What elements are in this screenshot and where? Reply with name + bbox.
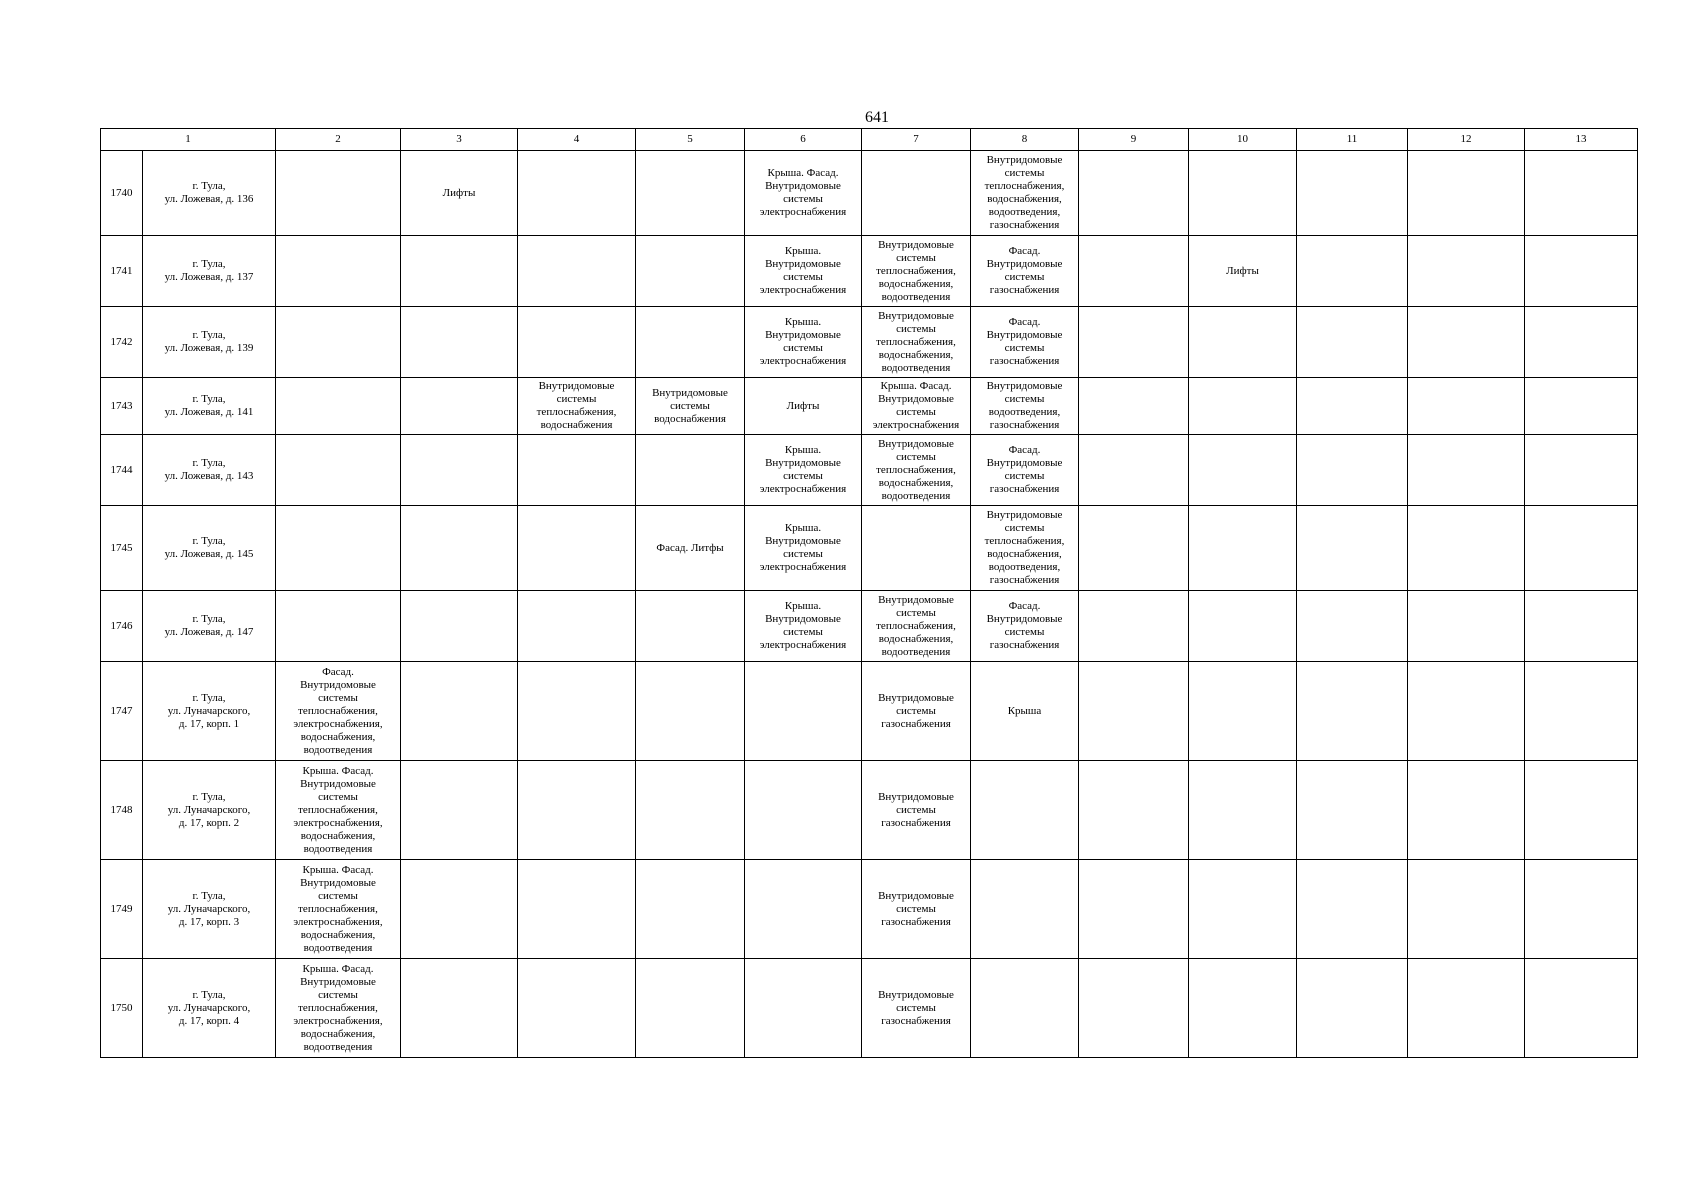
table-row	[101, 236, 1638, 307]
work-cell	[1189, 860, 1297, 959]
repair-schedule-table	[100, 128, 1638, 1058]
work-cell	[636, 591, 745, 662]
work-cell	[1079, 591, 1189, 662]
work-cell	[518, 236, 636, 307]
work-cell	[518, 435, 636, 506]
work-cell: Крыша. Фасад. Внутридомовые системы теплоснабжения, электроснабжения, водоснабжения, водоотведения	[276, 860, 401, 959]
work-cell	[401, 761, 518, 860]
work-cell	[1079, 435, 1189, 506]
address-cell: г. Тула, ул. Луначарского, д. 17, корп. 2	[143, 761, 276, 860]
work-cell	[1297, 307, 1408, 378]
work-cell	[518, 307, 636, 378]
page-number: 641	[865, 109, 889, 126]
work-cell	[636, 236, 745, 307]
work-cell	[1525, 151, 1638, 236]
row-number: 1750	[101, 959, 143, 1058]
work-cell	[1079, 959, 1189, 1058]
work-cell: Фасад. Внутридомовые системы газоснабжения	[971, 435, 1079, 506]
work-cell: Крыша. Внутридомовые системы электроснабжения	[745, 307, 862, 378]
work-cell	[1079, 151, 1189, 236]
work-cell	[1408, 151, 1525, 236]
work-cell	[276, 506, 401, 591]
work-cell	[1079, 506, 1189, 591]
work-cell: Внутридомовые системы водоотведения, газоснабжения	[971, 378, 1079, 435]
work-cell	[276, 151, 401, 236]
work-cell	[1408, 435, 1525, 506]
work-cell	[518, 959, 636, 1058]
table-row	[101, 378, 1638, 435]
work-cell: Крыша. Фасад. Внутридомовые системы электроснабжения	[745, 151, 862, 236]
work-cell	[971, 761, 1079, 860]
work-cell	[1408, 662, 1525, 761]
address-cell: г. Тула, ул. Ложевая, д. 137	[143, 236, 276, 307]
work-cell	[401, 307, 518, 378]
work-cell	[1408, 378, 1525, 435]
address-cell: г. Тула, ул. Ложевая, д. 141	[143, 378, 276, 435]
work-cell	[518, 151, 636, 236]
work-cell	[1297, 151, 1408, 236]
work-cell	[1189, 959, 1297, 1058]
address-cell: г. Тула, ул. Ложевая, д. 145	[143, 506, 276, 591]
column-header: 7	[862, 129, 971, 151]
work-cell: Крыша. Фасад. Внутридомовые системы теплоснабжения, электроснабжения, водоснабжения, водоотведения	[276, 959, 401, 1058]
work-cell	[276, 236, 401, 307]
work-cell	[276, 378, 401, 435]
row-number: 1747	[101, 662, 143, 761]
work-cell	[518, 591, 636, 662]
row-number: 1742	[101, 307, 143, 378]
work-cell	[1408, 860, 1525, 959]
work-cell: Внутридомовые системы теплоснабжения, водоснабжения, водоотведения	[862, 435, 971, 506]
work-cell	[518, 506, 636, 591]
work-cell: Внутридомовые системы теплоснабжения, водоснабжения, водоотведения, газоснабжения	[971, 506, 1079, 591]
table-row	[101, 506, 1638, 591]
work-cell	[1189, 378, 1297, 435]
work-cell	[1079, 378, 1189, 435]
column-header: 11	[1297, 129, 1408, 151]
work-cell: Крыша. Внутридомовые системы электроснабжения	[745, 236, 862, 307]
row-number: 1743	[101, 378, 143, 435]
work-cell: Фасад. Внутридомовые системы газоснабжения	[971, 591, 1079, 662]
work-cell	[1525, 307, 1638, 378]
table-row	[101, 761, 1638, 860]
work-cell	[276, 591, 401, 662]
work-cell	[276, 435, 401, 506]
work-cell	[1408, 959, 1525, 1058]
work-cell	[971, 959, 1079, 1058]
work-cell	[401, 591, 518, 662]
work-cell	[1079, 236, 1189, 307]
work-cell	[636, 860, 745, 959]
work-cell	[636, 662, 745, 761]
work-cell	[636, 959, 745, 1058]
work-cell	[1189, 662, 1297, 761]
table-row	[101, 435, 1638, 506]
work-cell	[862, 506, 971, 591]
work-cell	[1189, 591, 1297, 662]
row-number: 1740	[101, 151, 143, 236]
table-row	[101, 307, 1638, 378]
work-cell	[1525, 506, 1638, 591]
work-cell	[401, 378, 518, 435]
work-cell	[636, 151, 745, 236]
work-cell	[401, 959, 518, 1058]
work-cell	[1408, 307, 1525, 378]
work-cell	[1297, 378, 1408, 435]
work-cell: Внутридомовые системы газоснабжения	[862, 761, 971, 860]
work-cell	[518, 860, 636, 959]
table-row	[101, 959, 1638, 1058]
work-cell: Внутридомовые системы газоснабжения	[862, 860, 971, 959]
column-header: 12	[1408, 129, 1525, 151]
column-header: 2	[276, 129, 401, 151]
table-body	[101, 151, 1638, 1058]
work-cell	[1408, 761, 1525, 860]
work-cell: Лифты	[1189, 236, 1297, 307]
work-cell: Фасад. Внутридомовые системы теплоснабжения, электроснабжения, водоснабжения, водоотведения	[276, 662, 401, 761]
work-cell	[1525, 860, 1638, 959]
work-cell	[1525, 662, 1638, 761]
work-cell	[745, 959, 862, 1058]
work-cell	[1525, 435, 1638, 506]
work-cell: Крыша. Внутридомовые системы электроснабжения	[745, 591, 862, 662]
column-header: 9	[1079, 129, 1189, 151]
column-header: 10	[1189, 129, 1297, 151]
work-cell: Внутридомовые системы газоснабжения	[862, 662, 971, 761]
work-cell	[1189, 151, 1297, 236]
work-cell	[1079, 860, 1189, 959]
work-cell: Внутридомовые системы теплоснабжения, водоснабжения, водоотведения	[862, 591, 971, 662]
column-header: 4	[518, 129, 636, 151]
work-cell: Внутридомовые системы газоснабжения	[862, 959, 971, 1058]
work-cell	[1297, 860, 1408, 959]
address-cell: г. Тула, ул. Луначарского, д. 17, корп. 3	[143, 860, 276, 959]
work-cell: Крыша	[971, 662, 1079, 761]
work-cell	[401, 236, 518, 307]
work-cell: Крыша. Фасад. Внутридомовые системы электроснабжения	[862, 378, 971, 435]
work-cell: Внутридомовые системы теплоснабжения, водоснабжения, водоотведения	[862, 236, 971, 307]
column-header: 8	[971, 129, 1079, 151]
work-cell: Лифты	[401, 151, 518, 236]
work-cell	[401, 662, 518, 761]
table-row	[101, 591, 1638, 662]
work-cell: Лифты	[745, 378, 862, 435]
address-cell: г. Тула, ул. Ложевая, д. 147	[143, 591, 276, 662]
work-cell	[1525, 591, 1638, 662]
work-cell	[1297, 761, 1408, 860]
work-cell	[1189, 307, 1297, 378]
work-cell: Крыша. Внутридомовые системы электроснабжения	[745, 435, 862, 506]
work-cell	[971, 860, 1079, 959]
work-cell: Внутридомовые системы теплоснабжения, водоснабжения, водоотведения, газоснабжения	[971, 151, 1079, 236]
work-cell	[1297, 435, 1408, 506]
work-cell	[745, 761, 862, 860]
work-cell	[745, 860, 862, 959]
work-cell	[1525, 378, 1638, 435]
work-cell	[1408, 591, 1525, 662]
column-header-row	[101, 129, 1638, 151]
work-cell: Внутридомовые системы теплоснабжения, водоснабжения, водоотведения	[862, 307, 971, 378]
work-cell	[518, 662, 636, 761]
work-cell	[1189, 506, 1297, 591]
address-cell: г. Тула, ул. Ложевая, д. 139	[143, 307, 276, 378]
work-cell	[1408, 236, 1525, 307]
work-cell	[862, 151, 971, 236]
work-cell	[1297, 506, 1408, 591]
work-cell	[276, 307, 401, 378]
column-header: 13	[1525, 129, 1638, 151]
column-header: 3	[401, 129, 518, 151]
column-header: 1	[101, 129, 276, 151]
table-row	[101, 151, 1638, 236]
work-cell	[636, 307, 745, 378]
work-cell	[1079, 662, 1189, 761]
row-number: 1745	[101, 506, 143, 591]
work-cell	[745, 662, 862, 761]
row-number: 1741	[101, 236, 143, 307]
work-cell: Фасад. Литфы	[636, 506, 745, 591]
address-cell: г. Тула, ул. Ложевая, д. 136	[143, 151, 276, 236]
address-cell: г. Тула, ул. Ложевая, д. 143	[143, 435, 276, 506]
row-number: 1748	[101, 761, 143, 860]
work-cell: Фасад. Внутридомовые системы газоснабжения	[971, 307, 1079, 378]
work-cell	[1525, 959, 1638, 1058]
table-row	[101, 662, 1638, 761]
row-number: 1744	[101, 435, 143, 506]
work-cell	[1079, 761, 1189, 860]
work-cell	[1297, 662, 1408, 761]
work-cell: Внутридомовые системы теплоснабжения, водоснабжения	[518, 378, 636, 435]
work-cell: Крыша. Фасад. Внутридомовые системы теплоснабжения, электроснабжения, водоснабжения, водоотведения	[276, 761, 401, 860]
work-cell	[1297, 591, 1408, 662]
work-cell	[1408, 506, 1525, 591]
work-cell	[1189, 761, 1297, 860]
work-cell: Крыша. Внутридомовые системы электроснабжения	[745, 506, 862, 591]
work-cell	[636, 435, 745, 506]
row-number: 1746	[101, 591, 143, 662]
work-cell	[1297, 236, 1408, 307]
work-cell	[518, 761, 636, 860]
column-header: 6	[745, 129, 862, 151]
work-cell	[1297, 959, 1408, 1058]
work-cell	[401, 506, 518, 591]
work-cell	[1525, 236, 1638, 307]
column-header: 5	[636, 129, 745, 151]
work-cell: Фасад. Внутридомовые системы газоснабжения	[971, 236, 1079, 307]
work-cell	[401, 860, 518, 959]
table-row	[101, 860, 1638, 959]
work-cell	[1079, 307, 1189, 378]
work-cell	[401, 435, 518, 506]
work-cell	[1525, 761, 1638, 860]
row-number: 1749	[101, 860, 143, 959]
address-cell: г. Тула, ул. Луначарского, д. 17, корп. 4	[143, 959, 276, 1058]
address-cell: г. Тула, ул. Луначарского, д. 17, корп. 1	[143, 662, 276, 761]
work-cell: Внутридомовые системы водоснабжения	[636, 378, 745, 435]
work-cell	[1189, 435, 1297, 506]
work-cell	[636, 761, 745, 860]
